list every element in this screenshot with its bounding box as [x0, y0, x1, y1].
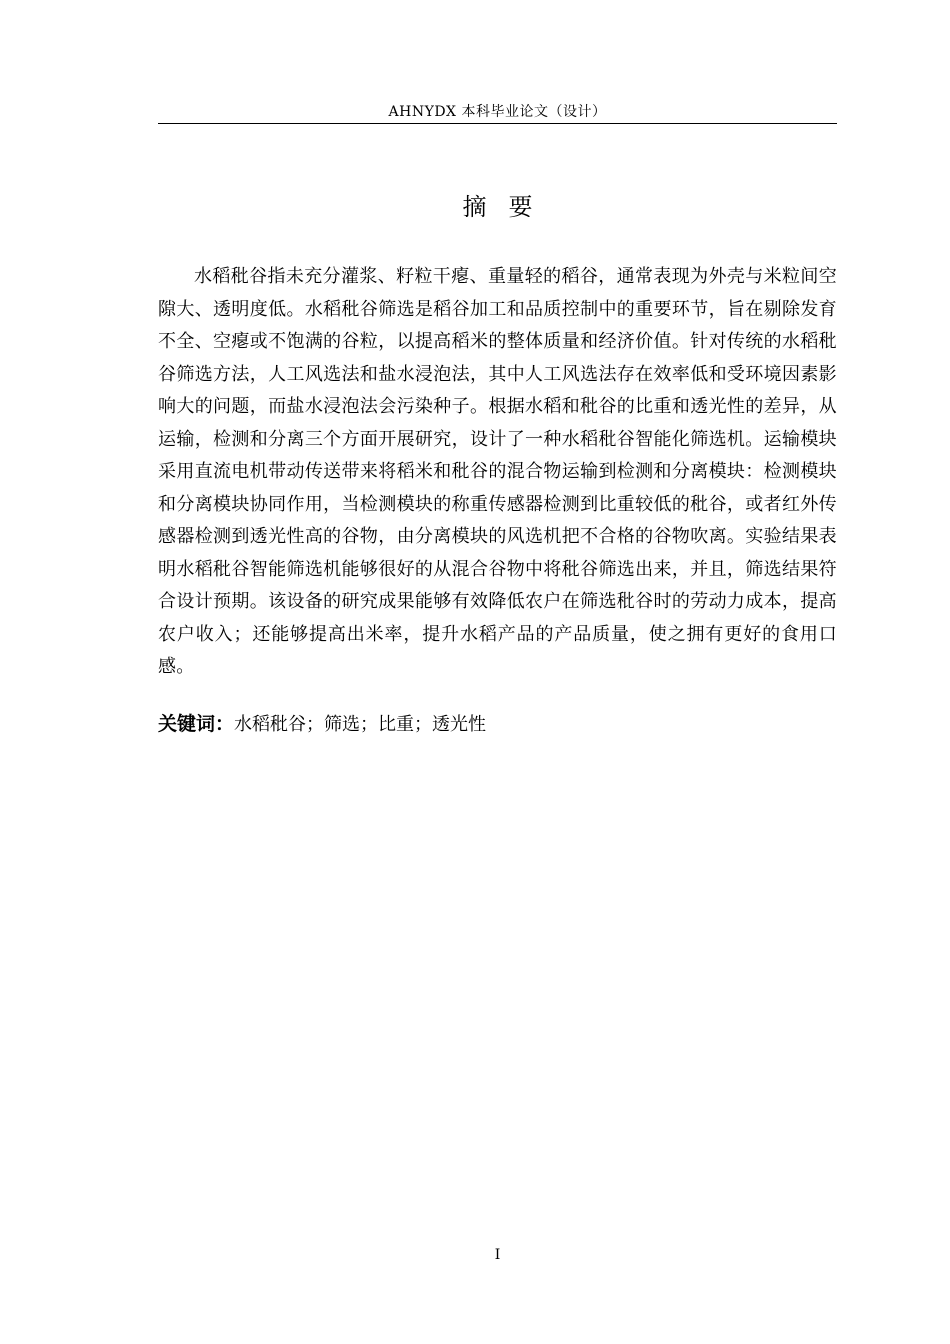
abstract-body: 水稻秕谷指未充分灌浆、籽粒干瘪、重量轻的稻谷，通常表现为外壳与米粒间空隙大、透明度低。水稻秕谷筛选是稻谷加工和品质控制中的重要环节，旨在剔除发育不全、空瘪或不饱满的谷粒，以提高稻米的整体质量和经济价值。针对传统的水稻秕谷筛选方法，人工风选法和盐水浸泡法，其中人工风选法存在效率低和受环境因素影响大的问题，而盐水浸泡法会污染种子。根据水稻和秕谷的比重和透光性的差异，从运输，检测和分离三个方面开展研究，设计了一种水稻秕谷智能化筛选机。运输模块采用直流电机带动传送带来将稻米和秕谷的混合物运输到检测和分离模块：检测模块和分离模块协同作用，当检测模块的称重传感器检测到比重较低的秕谷，或者红外传感器检测到透光性高的谷物，由分离模块的风选机把不合格的谷物吹离。实验结果表明水稻秕谷智能筛选机能够很好的从混合谷物中将秕谷筛选出来，并且，筛选结果符合设计预期。该设备的研究成果能够有效降低农户在筛选秕谷时的劳动力成本，提高农户收入；还能够提高出米率，提升水稻产品的产品质量，使之拥有更好的食用口感。: [158, 266, 837, 677]
page-number: I: [494, 1247, 501, 1263]
running-header: AHNYDX 本科毕业论文（设计）: [388, 104, 607, 120]
keywords-label: 关键词：: [158, 713, 235, 735]
keywords-value: 水稻秕谷；筛选；比重；透光性: [234, 714, 487, 735]
abstract-title: 摘要: [462, 193, 555, 221]
keywords-line: [158, 709, 837, 740]
header-divider: [158, 123, 837, 124]
